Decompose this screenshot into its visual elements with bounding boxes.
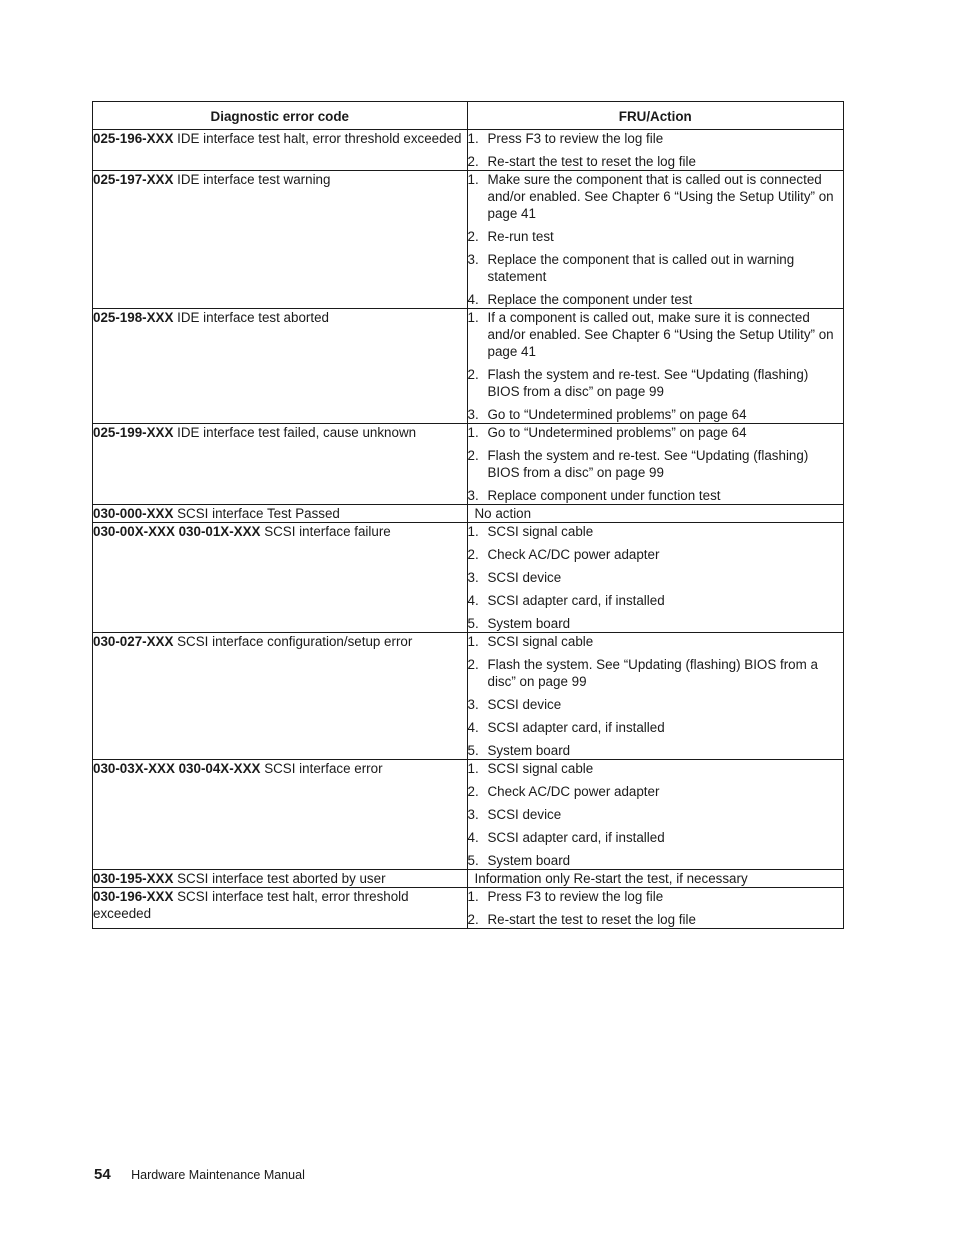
error-description: IDE interface test warning bbox=[173, 172, 331, 187]
step-number: 1. bbox=[467, 310, 479, 325]
fru-action-cell bbox=[467, 309, 844, 424]
action-step bbox=[468, 406, 844, 423]
fru-action-cell bbox=[467, 760, 844, 870]
step-text: Check AC/DC power adapter bbox=[487, 547, 660, 562]
action-step bbox=[468, 153, 844, 170]
step-text: Re-start the test to reset the log file bbox=[487, 154, 696, 169]
step-text: SCSI device bbox=[487, 697, 562, 712]
action-step bbox=[468, 130, 844, 147]
step-text: Go to “Undetermined problems” on page 64 bbox=[487, 407, 747, 422]
error-description: IDE interface test failed, cause unknown bbox=[173, 425, 417, 440]
action-step bbox=[468, 447, 844, 481]
step-number: 2. bbox=[467, 229, 479, 244]
step-text: SCSI adapter card, if installed bbox=[487, 593, 665, 608]
error-description: SCSI interface test halt, error threshold exceeded bbox=[93, 889, 409, 921]
step-text: System board bbox=[487, 853, 571, 868]
action-step bbox=[468, 487, 844, 504]
table-row bbox=[93, 309, 844, 424]
column-header-error-code: Diagnostic error code bbox=[93, 102, 468, 130]
fru-action-cell bbox=[467, 870, 844, 888]
error-description: SCSI interface error bbox=[260, 761, 383, 776]
action-text: Information only Re-start the test, if necessary bbox=[474, 871, 748, 886]
step-text: SCSI adapter card, if installed bbox=[487, 830, 665, 845]
action-step bbox=[468, 656, 844, 690]
step-number: 2. bbox=[467, 154, 479, 169]
action-step bbox=[468, 171, 844, 222]
step-number: 1. bbox=[467, 172, 479, 187]
action-step bbox=[468, 309, 844, 360]
step-number: 3. bbox=[467, 570, 479, 585]
step-text: SCSI signal cable bbox=[487, 634, 594, 649]
action-step bbox=[468, 696, 844, 713]
step-number: 5. bbox=[467, 853, 479, 868]
step-number: 3. bbox=[467, 807, 479, 822]
action-steps-list bbox=[468, 633, 844, 759]
step-text: SCSI device bbox=[487, 807, 562, 822]
step-text: Press F3 to review the log file bbox=[487, 889, 664, 904]
error-description: SCSI interface configuration/setup error bbox=[173, 634, 413, 649]
table-row bbox=[93, 171, 844, 309]
table-row bbox=[93, 760, 844, 870]
error-code: 030-195-XXX bbox=[93, 871, 174, 886]
step-number: 1. bbox=[467, 761, 479, 776]
error-description: IDE interface test halt, error threshold exceeded bbox=[173, 131, 462, 146]
fru-action-cell bbox=[467, 424, 844, 505]
step-text: SCSI signal cable bbox=[487, 761, 594, 776]
table-body bbox=[93, 130, 844, 929]
action-step bbox=[468, 742, 844, 759]
step-text: Replace component under function test bbox=[487, 488, 721, 503]
step-text: System board bbox=[487, 743, 571, 758]
step-number: 2. bbox=[467, 367, 479, 382]
step-number: 1. bbox=[467, 425, 479, 440]
error-code: 030-000-XXX bbox=[93, 506, 174, 521]
action-step bbox=[468, 829, 844, 846]
action-step bbox=[468, 291, 844, 308]
step-number: 1. bbox=[467, 889, 479, 904]
action-step bbox=[468, 546, 844, 563]
fru-action-cell bbox=[467, 633, 844, 760]
step-number: 1. bbox=[467, 524, 479, 539]
action-step bbox=[468, 424, 844, 441]
action-steps-list bbox=[468, 130, 844, 170]
error-code-cell bbox=[93, 130, 468, 171]
step-number: 5. bbox=[467, 616, 479, 631]
action-step bbox=[468, 806, 844, 823]
error-code-cell bbox=[93, 309, 468, 424]
step-number: 4. bbox=[467, 830, 479, 845]
error-code-cell bbox=[93, 171, 468, 309]
action-steps-list bbox=[468, 171, 844, 308]
action-step bbox=[468, 783, 844, 800]
error-description: SCSI interface Test Passed bbox=[173, 506, 340, 521]
error-code: 030-03X-XXX 030-04X-XXX bbox=[93, 761, 261, 776]
error-code: 030-027-XXX bbox=[93, 634, 174, 649]
manual-title: Hardware Maintenance Manual bbox=[131, 1168, 305, 1182]
error-code-cell bbox=[93, 760, 468, 870]
step-number: 2. bbox=[467, 657, 479, 672]
fru-action-cell bbox=[467, 171, 844, 309]
error-code-cell bbox=[93, 523, 468, 633]
action-step bbox=[468, 911, 844, 928]
step-number: 4. bbox=[467, 720, 479, 735]
action-text: No action bbox=[474, 506, 532, 521]
table-row bbox=[93, 888, 844, 929]
table-row bbox=[93, 505, 844, 523]
error-code-cell bbox=[93, 633, 468, 760]
error-code-cell bbox=[93, 424, 468, 505]
action-step bbox=[468, 633, 844, 650]
step-number: 2. bbox=[467, 448, 479, 463]
step-text: Re-start the test to reset the log file bbox=[487, 912, 696, 927]
step-number: 1. bbox=[467, 634, 479, 649]
error-code-cell bbox=[93, 888, 468, 929]
action-steps-list bbox=[468, 888, 844, 928]
action-step bbox=[468, 592, 844, 609]
step-text: SCSI signal cable bbox=[487, 524, 594, 539]
step-number: 2. bbox=[467, 912, 479, 927]
fru-action-cell bbox=[467, 130, 844, 171]
action-step bbox=[468, 760, 844, 777]
step-number: 3. bbox=[467, 697, 479, 712]
step-text: Check AC/DC power adapter bbox=[487, 784, 660, 799]
action-step bbox=[468, 366, 844, 400]
action-step bbox=[468, 719, 844, 736]
step-number: 5. bbox=[467, 743, 479, 758]
step-number: 1. bbox=[467, 131, 479, 146]
action-step bbox=[468, 888, 844, 905]
diagnostic-table bbox=[92, 101, 844, 929]
table-row bbox=[93, 424, 844, 505]
step-number: 2. bbox=[467, 547, 479, 562]
action-steps-list bbox=[468, 309, 844, 423]
step-text: Replace the component under test bbox=[487, 292, 693, 307]
step-text: System board bbox=[487, 616, 571, 631]
step-text: SCSI device bbox=[487, 570, 562, 585]
fru-action-cell bbox=[467, 888, 844, 929]
action-steps-list bbox=[468, 760, 844, 869]
error-code: 025-198-XXX bbox=[93, 310, 174, 325]
error-description: SCSI interface failure bbox=[260, 524, 391, 539]
error-code: 030-196-XXX bbox=[93, 889, 174, 904]
page-footer bbox=[94, 1166, 305, 1184]
step-number: 2. bbox=[467, 784, 479, 799]
table-row bbox=[93, 870, 844, 888]
step-text: Replace the component that is called out in warning statement bbox=[487, 252, 795, 284]
step-text: Make sure the component that is called out is connected and/or enabled. See Chapter 6 “Using the Setup Utility” on page 41 bbox=[487, 172, 834, 221]
step-text: Flash the system and re-test. See “Updating (flashing) BIOS from a disc” on page 99 bbox=[487, 448, 809, 480]
action-step bbox=[468, 228, 844, 245]
step-text: If a component is called out, make sure it is connected and/or enabled. See Chapter 6 “Using the Setup Utility” on page 41 bbox=[487, 310, 834, 359]
error-code-cell bbox=[93, 505, 468, 523]
step-number: 3. bbox=[467, 407, 479, 422]
table-header-row bbox=[93, 102, 844, 130]
step-text: Flash the system. See “Updating (flashing) BIOS from a disc” on page 99 bbox=[487, 657, 818, 689]
table-row bbox=[93, 633, 844, 760]
step-text: Flash the system and re-test. See “Updating (flashing) BIOS from a disc” on page 99 bbox=[487, 367, 809, 399]
step-text: Re-run test bbox=[487, 229, 554, 244]
step-text: SCSI adapter card, if installed bbox=[487, 720, 665, 735]
error-code-cell bbox=[93, 870, 468, 888]
fru-action-cell bbox=[467, 505, 844, 523]
action-step bbox=[468, 852, 844, 869]
action-step bbox=[468, 569, 844, 586]
error-code: 030-00X-XXX 030-01X-XXX bbox=[93, 524, 261, 539]
error-code: 025-199-XXX bbox=[93, 425, 174, 440]
fru-action-cell bbox=[467, 523, 844, 633]
action-step bbox=[468, 251, 844, 285]
error-code: 025-196-XXX bbox=[93, 131, 174, 146]
step-text: Press F3 to review the log file bbox=[487, 131, 664, 146]
column-header-fru-action: FRU/Action bbox=[467, 102, 844, 130]
page-number: 54 bbox=[94, 1166, 111, 1183]
step-number: 3. bbox=[467, 252, 479, 267]
step-number: 3. bbox=[467, 488, 479, 503]
action-steps-list bbox=[468, 523, 844, 632]
error-description: IDE interface test aborted bbox=[173, 310, 329, 325]
table-row bbox=[93, 130, 844, 171]
step-number: 4. bbox=[467, 593, 479, 608]
action-step bbox=[468, 523, 844, 540]
step-text: Go to “Undetermined problems” on page 64 bbox=[487, 425, 747, 440]
error-description: SCSI interface test aborted by user bbox=[173, 871, 386, 886]
action-steps-list bbox=[468, 424, 844, 504]
action-step bbox=[468, 615, 844, 632]
step-number: 4. bbox=[467, 292, 479, 307]
table-row bbox=[93, 523, 844, 633]
error-code: 025-197-XXX bbox=[93, 172, 174, 187]
